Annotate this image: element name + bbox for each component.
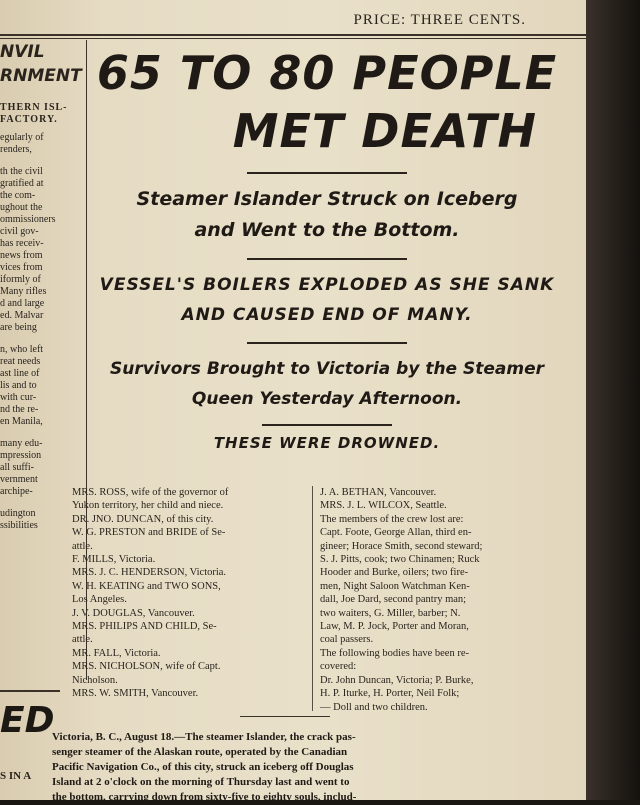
list-line: MRS. J. L. WILCOX, Seattle. (320, 500, 447, 512)
masthead-rule-thin (0, 38, 586, 39)
deck-line: Steamer Islander Struck on Iceberg (136, 188, 518, 210)
left-body-line: lis and to (0, 380, 37, 391)
list-line: J. V. DOUGLAS, Vancouver. (72, 607, 195, 619)
left-body-line: has receiv- (0, 238, 44, 249)
list-line: Nicholson. (72, 674, 118, 686)
left-subhead-line: THERN ISL- (0, 102, 68, 113)
masthead-rule (0, 34, 586, 36)
list-line: MRS. PHILIPS AND CHILD, Se- (72, 621, 217, 633)
left-body-line: ast line of (0, 368, 40, 379)
story-rule (240, 716, 330, 717)
list-line: W. H. KEATING and TWO SONS, (72, 580, 221, 592)
left-body-line: vices from (0, 262, 43, 273)
left-headline-line: NVIL (0, 42, 45, 62)
left-body-line: ssibilities (0, 520, 38, 531)
left-bottom-text: S IN A (0, 770, 32, 782)
deck-separator (247, 342, 407, 344)
left-body-line: reat needs (0, 356, 41, 367)
list-heading: THESE WERE DROWNED. (213, 434, 441, 452)
left-body-line: en Manila, (0, 416, 43, 427)
left-subhead-line: FACTORY. (0, 114, 58, 125)
headline-line: 65 TO 80 PEOPLE (96, 46, 558, 100)
left-body-line: all suffi- (0, 462, 34, 473)
list-line: two waiters, G. Miller, barber; N. (320, 607, 461, 619)
left-body-line: Many rifles (0, 286, 47, 297)
headline-separator (247, 172, 407, 174)
left-body-line: nd the re- (0, 404, 39, 415)
left-body-line: news from (0, 250, 43, 261)
list-line: Los Angeles. (72, 594, 127, 606)
left-bottom-headline: ED (0, 700, 55, 741)
list-line: H. P. Iturke, H. Porter, Neil Folk; (320, 688, 460, 700)
deck-separator (262, 424, 392, 426)
story-line: Island at 2 o'clock on the morning of Thursday last and went to (52, 776, 350, 788)
deck-line: Queen Yesterday Afternoon. (191, 389, 463, 409)
list-line: W. G. PRESTON and BRIDE of Se- (72, 527, 226, 539)
list-line: attle. (72, 540, 93, 552)
list-line: attle. (72, 634, 93, 646)
list-line: dall, Joe Dard, second pantry man; (320, 594, 467, 606)
left-body-line: ed. Malvar (0, 310, 44, 321)
left-body-line: gratified at (0, 178, 44, 189)
left-body-line: egularly of (0, 132, 44, 143)
deck-line: AND CAUSED END OF MANY. (181, 305, 473, 325)
list-line: MRS. NICHOLSON, wife of Capt. (72, 661, 221, 673)
deck-separator (247, 258, 407, 260)
story-line: Pacific Navigation Co., of this city, struck an iceberg off Douglas (52, 761, 354, 773)
left-body-text (0, 132, 84, 532)
price-label: PRICE: THREE CENTS. (353, 12, 526, 28)
list-column-rule (312, 486, 313, 711)
main-article (92, 44, 562, 452)
left-column (0, 40, 84, 532)
list-line: Yukon territory, her child and niece. (72, 500, 224, 512)
list-line: coal passers. (320, 634, 374, 646)
left-section-rule (0, 690, 60, 692)
list-line: MRS. J. C. HENDERSON, Victoria. (72, 567, 227, 579)
headline-line: MET DEATH (232, 104, 537, 158)
list-line: Law, M. P. Jock, Porter and Moran, (320, 621, 469, 633)
deck-line: VESSEL'S BOILERS EXPLODED AS SHE SANK (99, 275, 555, 295)
list-line: S. J. Pitts, cook; two Chinamen; Ruck (320, 554, 480, 566)
left-body-line: are being (0, 322, 37, 333)
left-body-line: mpression (0, 450, 42, 461)
list-line: F. MILLS, Victoria. (72, 554, 156, 566)
drowned-list-right (320, 486, 555, 714)
list-line: MR. FALL, Victoria. (72, 647, 161, 659)
left-body-line: with cur- (0, 392, 37, 403)
left-headline-line: RNMENT (0, 66, 82, 86)
left-body-line: the com- (0, 190, 36, 201)
left-body-line: udington (0, 508, 36, 519)
list-line: gineer; Horace Smith, second steward; (320, 540, 483, 552)
story-line: Victoria, B. C., August 18.—The steamer Islander, the crack pas- (52, 731, 356, 743)
deck-line: and Went to the Bottom. (194, 219, 460, 241)
list-line: J. A. BETHAN, Vancouver. (320, 487, 437, 498)
list-line: men, Night Saloon Watchman Ken- (320, 580, 470, 592)
story-line: the bottom, carrying down from sixty-five to eighty souls, includ- (52, 791, 357, 803)
left-body-line: d and large (0, 298, 45, 309)
drowned-list-left (72, 486, 307, 701)
list-line: Dr. John Duncan, Victoria; P. Burke, (320, 674, 474, 686)
list-line: The following bodies have been re- (320, 647, 469, 659)
left-body-line: ommissioners (0, 214, 56, 225)
list-line: MRS. ROSS, wife of the governor of (72, 487, 229, 498)
list-line: DR. JNO. DUNCAN, of this city. (72, 513, 214, 525)
left-body-line (0, 334, 84, 344)
left-body-line: renders, (0, 144, 32, 155)
left-body-line (0, 428, 84, 438)
list-line: The members of the crew lost are: (320, 513, 464, 525)
left-body-line: n, who left (0, 344, 44, 355)
left-body-line: iformly of (0, 274, 41, 285)
story-text (52, 730, 552, 805)
list-line: Hooder and Burke, oilers; two fire- (320, 567, 469, 579)
left-body-line: archipe- (0, 486, 33, 497)
left-body-line: civil gov- (0, 226, 39, 237)
left-body-line: ughout the (0, 202, 43, 213)
page-edge-shadow (586, 0, 640, 800)
left-body-line: th the civil (0, 166, 43, 177)
left-body-line: many edu- (0, 438, 43, 449)
list-line: — Doll and two children. (320, 701, 428, 713)
left-body-line: vernment (0, 474, 38, 485)
deck-line: Survivors Brought to Victoria by the Steamer (110, 359, 544, 379)
list-line: Capt. Foote, George Allan, third en- (320, 527, 472, 539)
list-line: covered: (320, 661, 357, 673)
story-line: senger steamer of the Alaskan route, operated by the Canadian (52, 746, 348, 758)
left-body-line (0, 156, 84, 166)
list-line: MRS. W. SMITH, Vancouver. (72, 688, 199, 700)
